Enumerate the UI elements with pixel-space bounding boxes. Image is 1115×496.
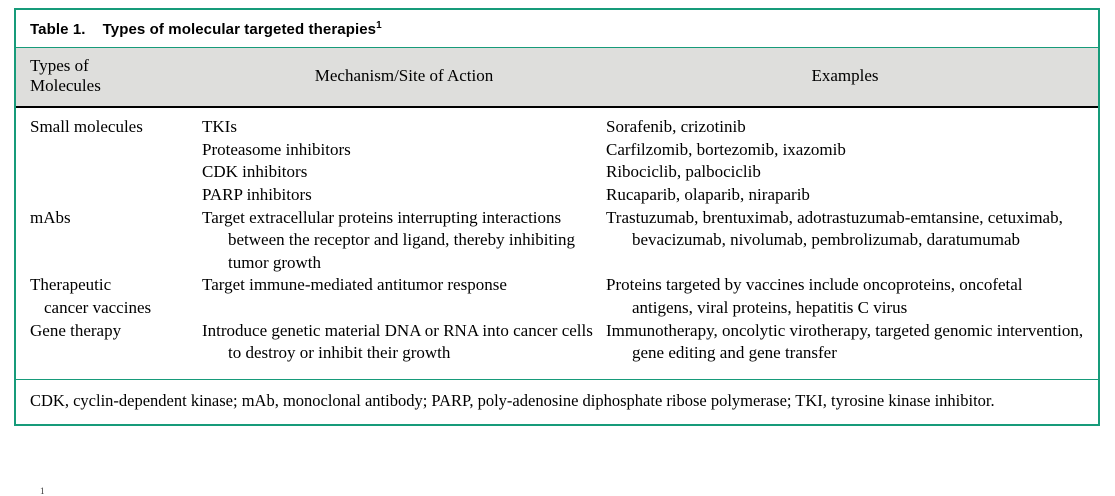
table-caption-superscript: 1: [376, 20, 382, 31]
header-types-line2: Molecules: [30, 76, 101, 96]
row-examples: [606, 274, 1098, 319]
row-mechanisms: [202, 274, 606, 297]
mechanism-item: PARP inhibitors: [202, 184, 312, 204]
mechanism-item: CDK inhibitors: [202, 162, 308, 182]
stray-superscript: 1: [40, 486, 45, 496]
header-cell-mechanism: Mechanism/Site of Action: [314, 66, 494, 86]
table-body: [16, 108, 1098, 380]
table-row: [16, 116, 1098, 206]
table-caption-title: Types of molecular targeted therapies: [102, 21, 377, 38]
row-examples: [606, 207, 1098, 252]
table-footnote: CDK, cyclin-dependent kinase; mAb, monoclonal antibody; PARP, poly-adenosine diphosphate ribose polymerase; TKI, tyrosine kinase inhibitor.: [30, 390, 995, 410]
example-item: Ribociclib, palbociclib: [606, 162, 761, 182]
header-types-line1: Types of: [30, 56, 89, 75]
page-stray-text: [40, 486, 45, 496]
example-item: Carfilzomib, bortezomib, ixazomib: [606, 139, 846, 159]
mechanism-item: TKIs: [202, 117, 237, 137]
table-caption: [16, 10, 1098, 48]
table-row: [16, 320, 1098, 365]
header-cell-examples: Examples: [811, 66, 879, 86]
row-mechanisms: [202, 207, 606, 275]
table-row: [16, 274, 1098, 319]
mechanism-item: Proteasome inhibitors: [202, 139, 351, 159]
table-caption-label: Table 1.: [30, 21, 86, 38]
row-mechanisms: [202, 320, 606, 365]
mechanism-item: Target immune-mediated antitumor response: [202, 275, 507, 295]
header-cell-types: [16, 56, 202, 96]
example-item: Rucaparib, olaparib, niraparib: [606, 184, 810, 204]
row-type: Small molecules: [30, 117, 143, 137]
example-item: Trastuzumab, brentuximab, adotrastuzumab-emtansine, cetuximab, bevacizumab, nivolumab, pembrolizumab, daratumumab: [606, 207, 1063, 250]
row-type: [16, 274, 202, 319]
table-header-row: [16, 48, 1098, 108]
row-mechanisms: [202, 116, 606, 206]
row-type-line2: cancer vaccines: [44, 297, 152, 317]
example-item: Immunotherapy, oncolytic virotherapy, targeted genomic intervention, gene editing and gene transfer: [606, 320, 1084, 363]
example-item: Proteins targeted by vaccines include oncoproteins, oncofetal antigens, viral proteins, hepatitis C virus: [606, 275, 1023, 317]
row-examples: [606, 320, 1098, 365]
mechanism-item: Introduce genetic material DNA or RNA into cancer cells to destroy or inhibit their growth: [202, 320, 593, 363]
row-examples: [606, 116, 1098, 206]
example-item: Sorafenib, crizotinib: [606, 117, 746, 137]
row-type: Gene therapy: [30, 320, 122, 340]
row-type: mAbs: [30, 207, 71, 227]
table-1: [14, 8, 1100, 426]
row-type-line1: Therapeutic: [30, 275, 112, 295]
mechanism-item: Target extracellular proteins interrupting interactions between the receptor and ligand, thereby inhibiting tumor growth: [202, 207, 575, 272]
table-row: [16, 207, 1098, 275]
